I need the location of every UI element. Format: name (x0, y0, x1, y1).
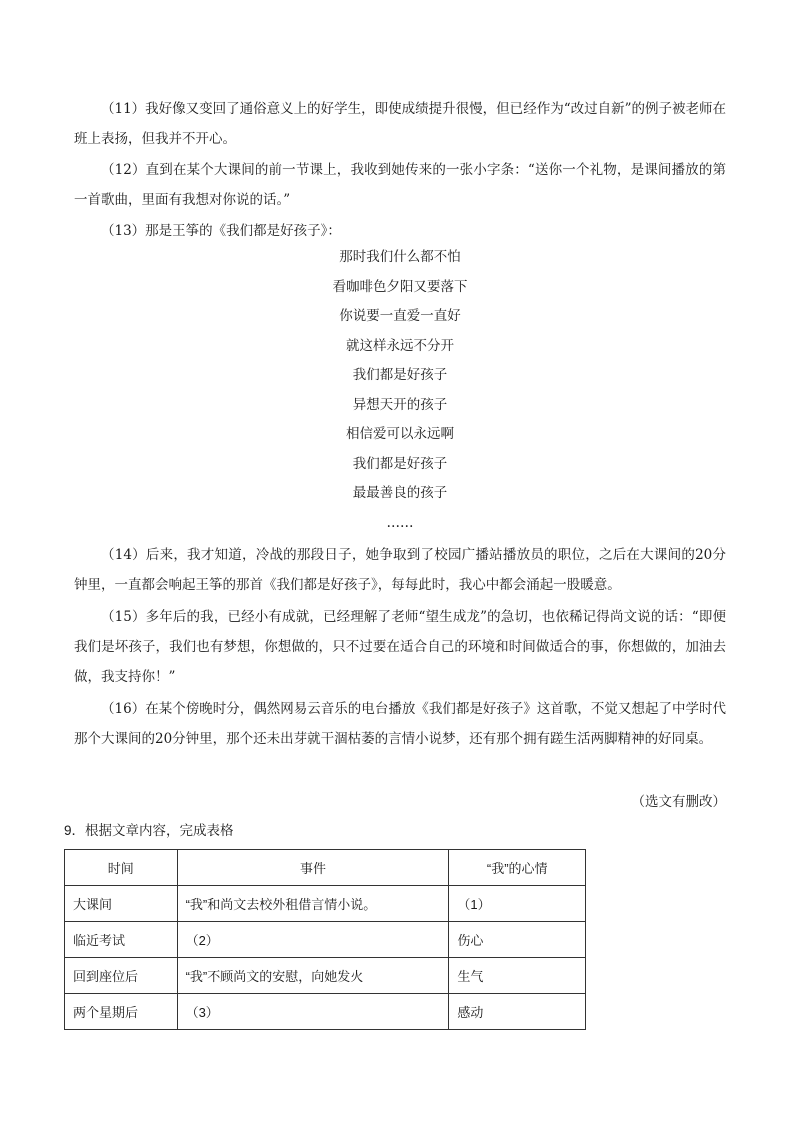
cell-time: 两个星期后 (65, 994, 178, 1030)
header-event: 事件 (177, 850, 449, 886)
lyric-line: 我们都是好孩子 (352, 455, 448, 472)
answer-table (64, 849, 586, 1030)
cell-mood: （1） (449, 886, 586, 922)
paragraph-14: （14）后来，我才知道，冷战的那段日子，她争取到了校园广播站播放员的职位，之后在大课间的20分钟里，一直都会响起王筝的那首《我们都是好孩子》，每每此时，我心中都会涌起一股暖意。 (74, 547, 726, 593)
lyric-line: 你说要一直爱一直好 (339, 308, 461, 324)
lyrics-ellipsis: …… (386, 515, 414, 531)
source-note: （选文有删改） (631, 794, 726, 810)
lyric-line: 我们都是好孩子 (352, 367, 448, 383)
table-row (65, 958, 586, 994)
lyric-line: 就这样永远不分开 (346, 337, 454, 354)
cell-event: “我”和尚文去校外租借言情小说。 (177, 886, 449, 922)
paragraph-13: （13）那是王筝的《我们都是好孩子》： (101, 223, 341, 239)
table-row (65, 886, 586, 922)
question-9: 9．根据文章内容，完成表格 (64, 823, 234, 838)
paragraph-11: （11）我好像又变回了通俗意义上的好学生，即使成绩提升很慢，但已经作为“改过自新”的例子被老师在班上表扬，但我并不开心。 (74, 101, 726, 147)
cell-event: （2） (177, 922, 449, 958)
header-mood: “我”的心情 (449, 850, 586, 886)
lyric-line: 最最善良的孩子 (352, 485, 448, 501)
lyric-line: 异想天开的孩子 (352, 396, 448, 413)
cell-mood: 生气 (449, 958, 586, 994)
cell-time: 大课间 (65, 886, 178, 922)
paragraph-12: （12）直到在某个大课间的前一节课上，我收到她传来的一张小字条：“送你一个礼物，是课间播放的第一首歌曲，里面有我想对你说的话。” (74, 162, 726, 208)
song-lyrics (300, 243, 500, 509)
table-row (65, 922, 586, 958)
paragraph-16: （16）在某个傍晚时分，偶然网易云音乐的电台播放《我们都是好孩子》这首歌，不觉又想起了中学时代那个大课间的20分钟里，那个还未出芽就干涸枯萎的言情小说梦，还有那个拥有蹉生活两脚精神的好同桌。 (74, 701, 726, 747)
paragraph-15: （15）多年后的我，已经小有成就，已经理解了老师“望生成龙”的急切，也依稀记得尚文说的话：“即便我们是坏孩子，我们也有梦想，你想做的，只不过要在适合自己的环境和时间做适合的事，你想做的，加油去做，我支持你！” (74, 609, 726, 685)
cell-event: （3） (177, 994, 449, 1030)
cell-time: 回到座位后 (65, 958, 178, 994)
header-time: 时间 (65, 850, 178, 886)
cell-event: “我”不顾尚文的安慰，向她发火 (177, 958, 449, 994)
table-header-row (65, 850, 586, 886)
table-row (65, 994, 586, 1030)
cell-mood: 伤心 (449, 922, 586, 958)
cell-time: 临近考试 (65, 922, 178, 958)
lyric-line: 看咖啡色夕阳又要落下 (332, 278, 468, 295)
cell-mood: 感动 (449, 994, 586, 1030)
lyric-line: 那时我们什么都不怕 (339, 249, 461, 265)
lyric-line: 相信爱可以永远啊 (346, 426, 454, 442)
